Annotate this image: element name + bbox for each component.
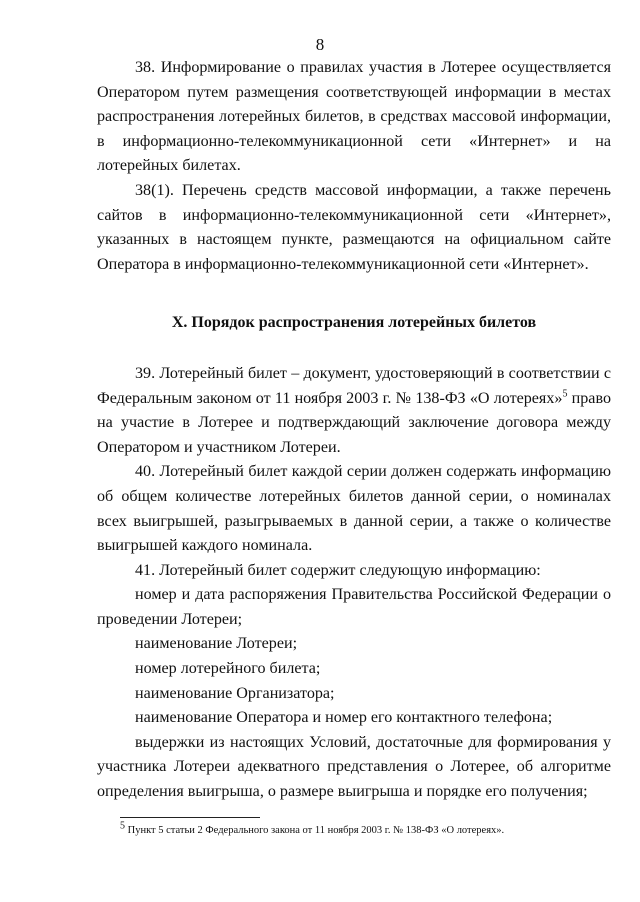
paragraph-38-1: 38(1). Перечень средств массовой информации, а также перечень сайтов в информационно-телекоммуникационной сети «Интернет», указанных в настоящем пункте, размещаются на официальном сайте Оператора в информационно-телекоммуникационной сети «Интернет». — [97, 181, 611, 273]
paragraph-39-text-before: 39. Лотерейный билет – документ, удостоверяющий в соответствии с Федеральным законом от 11 ноября 2003 г. № 138-ФЗ «О лотереях» — [97, 364, 611, 407]
list-item: наименование Оператора и номер его контактного телефона; — [135, 709, 553, 727]
footnote-number: 5 — [120, 820, 125, 832]
paragraph-39 — [97, 362, 611, 460]
list-item: наименование Организатора; — [135, 684, 335, 702]
footnote — [120, 820, 620, 837]
footnote-reference: 5 — [562, 388, 568, 400]
list-item: наименование Лотереи; — [135, 635, 298, 653]
paragraph-41: 41. Лотерейный билет содержит следующую информацию: — [135, 561, 541, 579]
page-content — [97, 56, 611, 805]
list-item: номер лотерейного билета; — [135, 660, 321, 678]
list-item: выдержки из настоящих Условий, достаточные для формирования у участника Лотереи адекватного представления о Лотерее, об алгоритме определения выигрыша, о размере выигрыша и порядке его получения; — [97, 733, 611, 801]
paragraph-40: 40. Лотерейный билет каждой серии должен содержать информацию об общем количестве лотерейных билетов данной серии, о номиналах всех выигрышей, разыгрываемых в данной серии, а также о количестве выигрышей каждого номинала. — [97, 463, 611, 555]
section-heading: X. Порядок распространения лотерейных билетов — [171, 314, 537, 332]
list-item: номер и дата распоряжения Правительства Российской Федерации о проведении Лотереи; — [97, 586, 611, 628]
footnote-text: Пункт 5 статьи 2 Федерального закона от 11 ноября 2003 г. № 138-ФЗ «О лотереях». — [125, 825, 505, 836]
paragraph-39-text-after: право на участие в Лотерее и подтверждающий заключение договора между Оператором и участником Лотереи. — [97, 389, 611, 456]
paragraph-38: 38. Информирование о правилах участия в Лотерее осуществляется Оператором путем размещения соответствующей информации в местах распространения лотерейных билетов, в средствах массовой информации, в информационно-телекоммуникационной сети «Интернет» и на лотерейных билетах. — [97, 59, 611, 175]
page-number: 8 — [315, 35, 325, 54]
footnote-separator — [120, 817, 260, 818]
